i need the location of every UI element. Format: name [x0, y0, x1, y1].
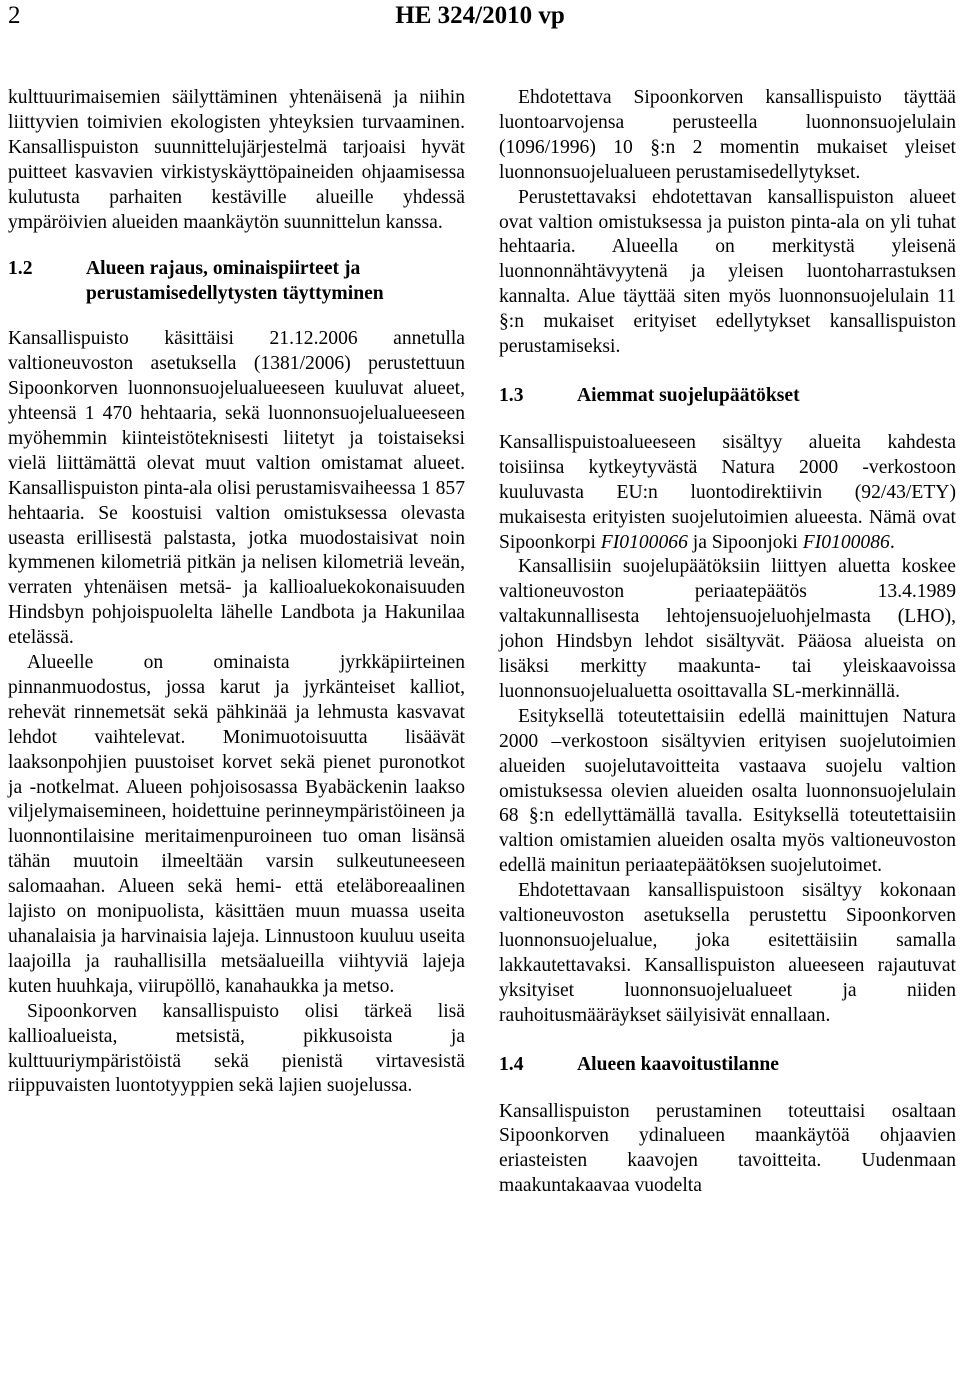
text-run: Kansallispuistoalueeseen sisältyy alueita kahdesta toisiinsa kytkeytyvästä Natura 2000 -verkostoon kuuluvasta EU:n luontodirektiivin (92/43/ETY) mukaisesta erityisten suojelutoimien alueesta. Nämä ovat Sipoonkorpi [499, 431, 956, 553]
section-title: Alueen rajaus, ominaispiirteet ja perustamisedellytysten täyttyminen [86, 258, 384, 305]
paragraph: Kansallispuiston perustaminen toteuttaisi osaltaan Sipoonkorven ydinalueen maankäytöä ohjaavien eriasteisten kaavojen tavoitteita. Uudenmaan maakuntakaavaa vuodelta [499, 1100, 956, 1197]
paragraph: Sipoonkorven kansallispuisto olisi tärkeä lisä kallioalueista, metsistä, pikkusoista ja kulttuuriympäristöistä sekä pienistä virtavesistä riippuvaisten luontotyyppien sekä lajien suojelussa. [8, 1000, 465, 1097]
paragraph [499, 431, 956, 556]
page-number: 2 [8, 2, 21, 29]
section-number: 1.3 [499, 384, 524, 406]
paragraph: Alueelle on ominaista jyrkkäpiirteinen pinnanmuodostus, jossa karut ja jyrkänteiset kalliot, rehevät rinnemetsät sekä pähkinää ja lehmusta kasvavat lehdot vaihtelevat. Monimuotoisuutta lisäävät laaksonpohjien puustoiset korvet sekä pienet puronotkot ja -notkelmat. Alueen pohjoisosassa Byabäckenin laakso viljelymaisemineen, hoidettuine perinneympäristöineen ja luonnontilaisine meritaimenpuroineen tuo oman lisänsä tähän muutoin ilmeeltään varsin sulkeutuneeseen salomaahan. Alueen sekä hemi- että eteläboreaalinen lajisto on monipuolista, käsittäen muun muassa useita uhanalaisia ja harvinaisia lajeja. Linnustoon kuuluu useita laajoilla ja rauhallisilla metsäalueilla viihtyviä lajeja kuten huuhkaja, viirupöllö, kanahaukka ja metso. [8, 652, 465, 997]
paragraph: Perustettavaksi ehdotettavan kansallispuiston alueet ovat valtion omistuksessa ja puiston pinta-ala on yli tuhat hehtaaria. Alueella on merkitystä yleisenä luonnonnähtävyytenä ja yleisen luontoharrastuksen kannalta. Alue täyttää siten myös luonnonsuojelulain 11 §:n mukaiset erityiset edellytykset kansallispuiston perustamiseksi. [499, 186, 956, 358]
section-heading-1-2 [8, 257, 465, 307]
section-number: 1.4 [499, 1053, 524, 1075]
text-run: . [889, 531, 895, 553]
paragraph: Kansallisiin suojelupäätöksiin liittyen aluetta koskee valtioneuvoston periaatepäätös 13.4.1989 valtakunnallisesta lehtojensuojeluohjelmasta (LHO), johon Hindsbyn lehdot sisältyvät. Pääosa alueista on lisäksi merkitty maakunta- tai yleiskaavoissa luonnonsuojelualuetta osoittavalla SL-merkinnällä. [499, 556, 956, 702]
right-column [499, 86, 956, 1199]
section-title: Alueen kaavoitustilanne [577, 1053, 779, 1075]
text-run: ja Sipoonjoki [687, 531, 803, 553]
section-title: Aiemmat suojelupäätökset [577, 384, 800, 406]
paragraph: kulttuurimaisemien säilyttäminen yhtenäisenä ja niihin liittyvien toimivien ekologisten yhteyksien turvaaminen. Kansallispuiston suunnittelujärjestelmä tarjoaisi hyvät puitteet kasvavien virkistyskäyttöpaineiden ohjaamisessa kulutusta parhaiten kestäville alueille yhdessä ympäröivien alueiden maankäytön suunnittelun kanssa. [8, 87, 465, 233]
paragraph: Kansallispuisto käsittäisi 21.12.2006 annetulla valtioneuvoston asetuksella (1381/2006) perustettuun Sipoonkorven luonnonsuojelualueeseen kuuluvat alueet, yhteensä 1 470 hehtaaria, sekä luonnonsuojelualueeseen myöhemmin kiinteistöteknisesti liitetyt ja toistaiseksi vielä liittämättä olevat muut valtion omistamat alueet. Kansallispuiston pinta-ala olisi perustamisvaiheessa 1 857 hehtaaria. Se koostuisi valtion omistuksessa olevasta useasta erillisestä palstasta, jotka muodostaisivat noin kymmenen kilometriä pitkän ja nelisen kilometriä leveän, verraten yhtenäisen metsä- ja kallioaluekokonaisuuden Hindsbyn pohjoispuolelta lähelle Landbota ja Hakunilaa etelässä. [8, 328, 465, 649]
paragraph: Ehdotettava Sipoonkorven kansallispuisto täyttää luontoarvojensa perusteella luonnonsuojelulain (1096/1996) 10 §:n 2 momentin mukaiset yleiset luonnonsuojelualueen perustamisedellytykset. [499, 87, 956, 183]
natura-code: FI0100066 [600, 531, 688, 553]
paragraph: Ehdotettavaan kansallispuistoon sisältyy kokonaan valtioneuvoston asetuksella perustettu Sipoonkorven luonnonsuojelualue, joka esitettäisiin samalla lakkautettavaksi. Kansallispuiston alueeseen rajautuvat yksityiset luonnonsuojelualueet ja niiden rauhoitusmääräykset säilyisivät ennallaan. [499, 880, 956, 1026]
natura-code: FI0100086 [802, 531, 890, 553]
section-heading-1-4 [499, 1053, 956, 1078]
section-number: 1.2 [8, 258, 33, 280]
document-id: HE 324/2010 vp [395, 2, 565, 29]
paragraph: Esityksellä toteutettaisiin edellä mainittujen Natura 2000 –verkostoon sisältyvien erityisen suojelutoimien alueiden suojelutavoitteita vastaava suojelu valtion omistuksessa olevien alueiden osalta luonnonsuojelulain 68 §:n edellyttämällä tavalla. Esityksellä toteutettaisiin valtion omistamien alueiden osalta myös valtioneuvoston edellä mainitun periaatepäätöksen suojelutoimet. [499, 705, 956, 877]
section-heading-1-3 [499, 384, 956, 409]
left-column [8, 86, 465, 1099]
